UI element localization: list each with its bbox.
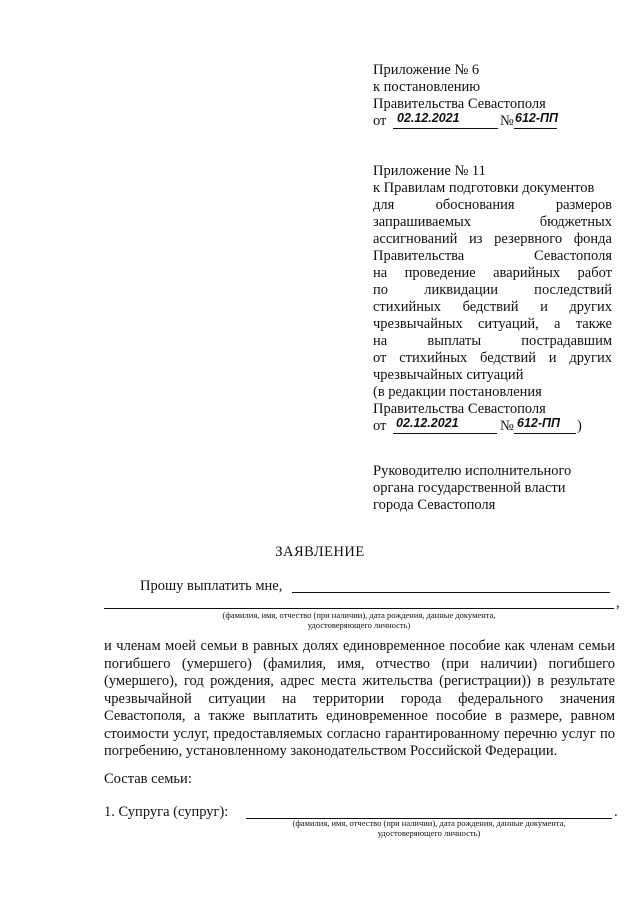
appendix-11-line: для обоснования размеров — [373, 197, 612, 213]
document-title: ЗАЯВЛЕНИЕ — [275, 544, 365, 560]
date-handwritten: 02.12.2021 — [396, 416, 459, 430]
spouse-label: 1. Супруга (супруг): — [104, 804, 229, 820]
appendix-11-line: стихийных бедствий и других — [373, 299, 612, 315]
appendix-11-line: (в редакции постановления — [373, 384, 542, 400]
closing-paren: ) — [577, 418, 582, 434]
applicant-underline — [104, 608, 614, 609]
applicant-comma: , — [616, 595, 620, 611]
number-prefix: № — [500, 113, 514, 129]
appendix-11-line: Правительства Севастополя — [373, 401, 546, 417]
request-line: Прошу выплатить мне, — [140, 578, 283, 594]
number-handwritten: 612-ПП — [515, 111, 558, 125]
number-prefix: № — [500, 418, 514, 434]
appendix-11-line: чрезвычайных ситуаций, а также — [373, 316, 612, 332]
caption-line: удостоверяющего личность) — [377, 828, 481, 838]
caption-line: (фамилия, имя, отчество (при наличии), дата рождения, данные документа, — [292, 818, 566, 828]
number-underline — [514, 433, 576, 434]
appendix-11-line: чрезвычайных ситуаций — [373, 367, 524, 383]
appendix-11-line: Правительства Севастополя — [373, 248, 612, 264]
spouse-caption — [246, 818, 612, 838]
appendix-11-block — [373, 163, 612, 435]
appendix-11-line: по ликвидации последствий — [373, 282, 612, 298]
date-prefix: от — [373, 418, 387, 434]
addressee-block — [373, 463, 571, 514]
addressee-line: города Севастополя — [373, 497, 496, 513]
appendix-11-line: к Правилам подготовки документов — [373, 180, 595, 196]
date-handwritten: 02.12.2021 — [397, 111, 460, 125]
appendix-6-line3: Правительства Севастополя — [373, 96, 546, 112]
appendix-6-date-row — [373, 111, 558, 130]
appendix-11-line: на проведение аварийных работ — [373, 265, 612, 281]
appendix-6-title: Приложение № 6 — [373, 62, 480, 78]
number-underline — [514, 128, 557, 129]
appendix-11-line: запрашиваемых бюджетных — [373, 214, 612, 230]
appendix-11-title: Приложение № 11 — [373, 163, 486, 179]
appendix-11-line: ассигнований из резервного фонда — [373, 231, 612, 247]
number-handwritten: 612-ПП — [517, 416, 560, 430]
appendix-11-date-row — [373, 418, 612, 435]
date-underline — [393, 128, 498, 129]
date-underline — [393, 433, 497, 434]
appendix-6-line2: к постановлению — [373, 79, 481, 95]
caption-line: (фамилия, имя, отчество (при наличии), дата рождения, данные документа, — [222, 610, 496, 620]
addressee-line: органа государственной власти — [373, 480, 566, 496]
request-underline — [292, 592, 610, 593]
caption-line: удостоверяющего личность) — [307, 620, 411, 630]
addressee-line: Руководителю исполнительного — [373, 463, 572, 479]
spouse-end: . — [614, 804, 618, 820]
applicant-caption — [104, 610, 614, 630]
family-heading: Состав семьи: — [104, 771, 192, 787]
body-paragraph: и членам моей семьи в равных долях единовременное пособие как членам семьи погибшего (умершего) (фамилия, имя, отчество (при наличии) погибшего (умершего), год рождения, адрес места жительства (регистрации)) в результате чрезвычайной ситуации на территории города федерального значения Севастополя, а также выплатить единовременное пособие в размере, равном стоимости услуг, предоставляемых согласно гарантированному перечню услуг по погребению, установленному законодательством Российской Федерации. — [104, 638, 615, 759]
appendix-6-block — [373, 62, 558, 130]
appendix-11-line: на выплаты пострадавшим — [373, 333, 612, 349]
appendix-11-line: от стихийных бедствий и других — [373, 350, 612, 366]
date-prefix: от — [373, 113, 387, 129]
